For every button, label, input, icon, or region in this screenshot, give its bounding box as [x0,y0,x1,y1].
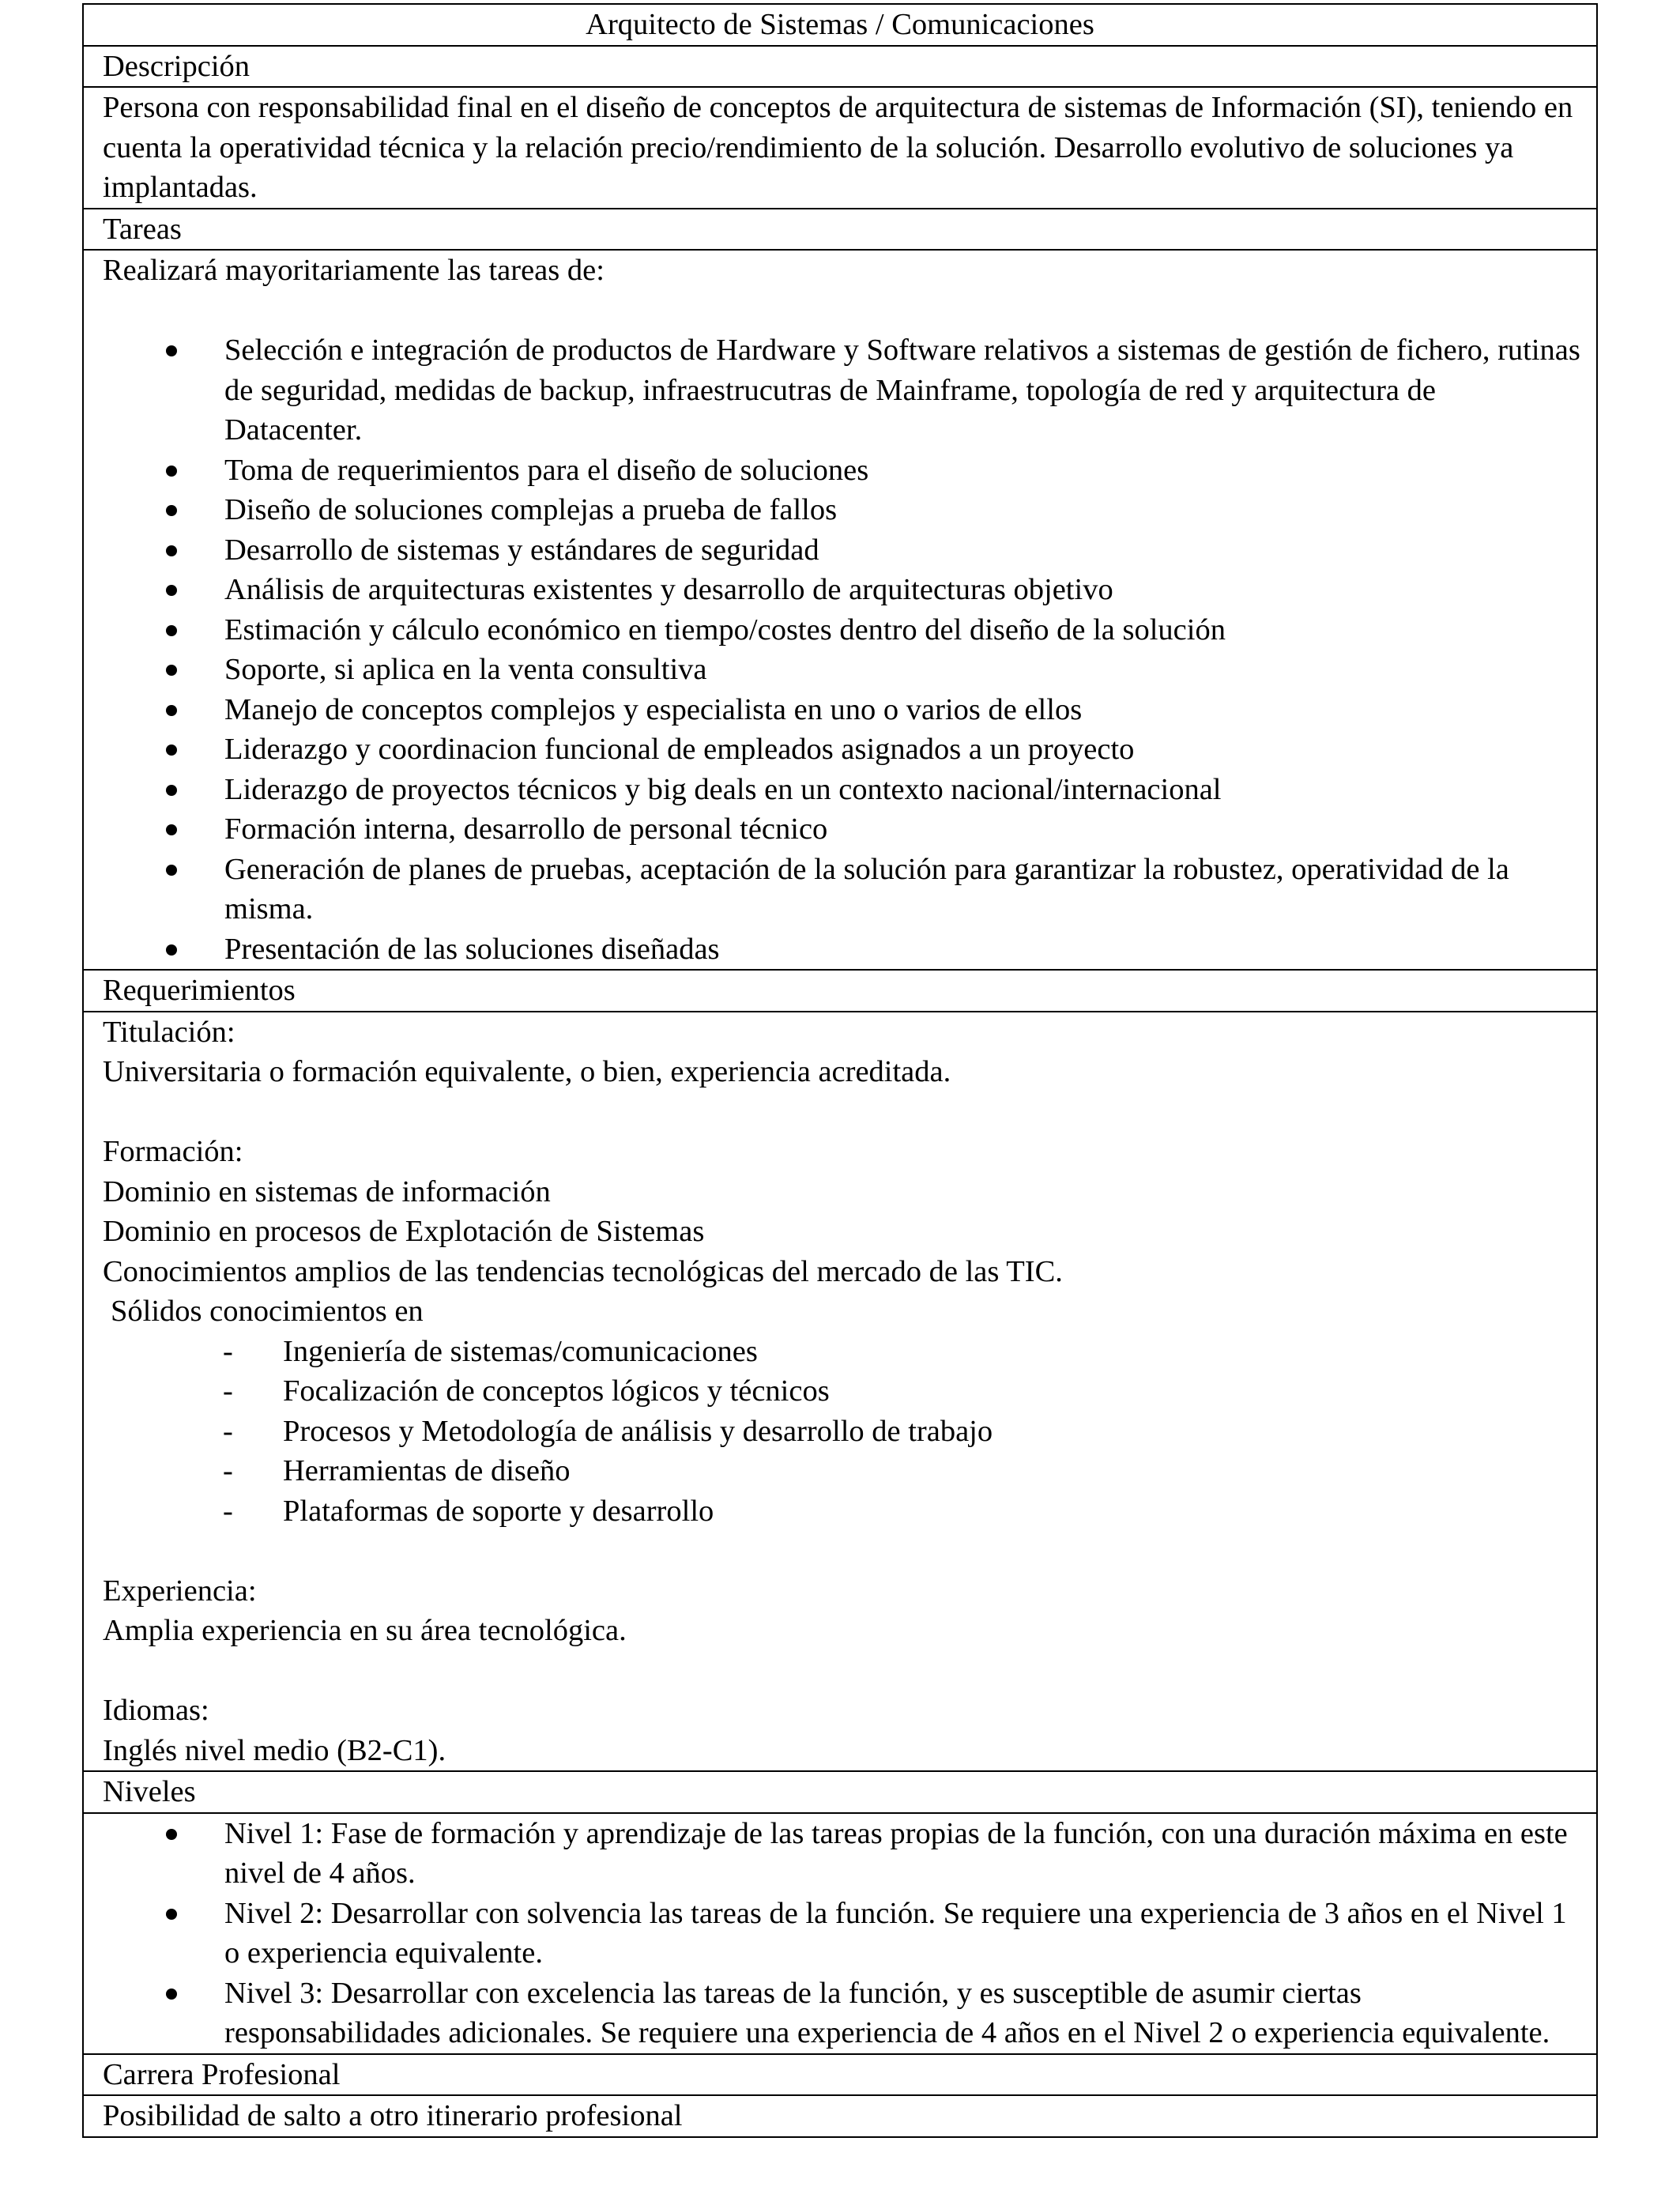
formacion-line: Conocimientos amplios de las tendencias tecnológicas del mercado de las TIC. [103,1254,1063,1288]
tareas-intro: Realizará mayoritariamente las tareas de: [103,254,605,287]
spacer [103,1531,1596,1571]
nivel-item: Nivel 1: Fase de formación y aprendizaje de las tareas propias de la función, con una duración máxima en este nivel de 4 años. [224,1814,1596,1894]
titulacion-label: Titulación: [103,1015,235,1049]
tarea-item: Liderazgo y coordinacion funcional de empleados asignados a un proyecto [224,729,1596,770]
requerimientos-body [84,1011,1596,1771]
tareas-header: Tareas [84,208,1596,250]
tarea-item: Soporte, si aplica en la venta consultiva [224,650,1596,690]
titulacion-text: Universitaria o formación equivalente, o bien, experiencia acreditada. [103,1055,951,1088]
solidos-label: Sólidos conocimientos en [111,1295,424,1328]
document-title: Arquitecto de Sistemas / Comunicaciones [586,8,1094,41]
niveles-list [103,1814,1596,2053]
solidos-item: - Ingeniería de sistemas/comunicaciones [283,1332,1596,1372]
tareas-list [103,330,1596,969]
niveles-body [84,1812,1596,2053]
experiencia-text: Amplia experiencia en su área tecnológica. [103,1614,627,1647]
solidos-item: - Herramientas de diseño [283,1451,1596,1491]
descripcion-body: Persona con responsabilidad final en el diseño de conceptos de arquitectura de sistemas de Información (SI), teniendo en cuenta la operatividad técnica y la relación precio/rendimiento de la solución. Desarrollo evolutivo de soluciones ya implantadas. [84,86,1596,208]
tarea-item: Manejo de conceptos complejos y especialista en uno o varios de ellos [224,690,1596,730]
spacer [103,1092,1596,1133]
job-profile-table [82,3,1598,2138]
tarea-item: Presentación de las soluciones diseñadas [224,929,1596,970]
spacer [103,1651,1596,1691]
spacer [103,291,1596,331]
descripcion-header: Descripción [84,45,1596,87]
carrera-text: Posibilidad de salto a otro itinerario profesional [84,2094,1596,2136]
solidos-item: - Plataformas de soporte y desarrollo [283,1491,1596,1532]
idiomas-label: Idiomas: [103,1694,209,1727]
requerimientos-header: Requerimientos [84,969,1596,1011]
nivel-item: Nivel 2: Desarrollar con solvencia las tareas de la función. Se requiere una experiencia de 3 años en el Nivel 1 o experiencia equivalente. [224,1894,1596,1973]
tarea-item: Estimación y cálculo económico en tiempo/costes dentro del diseño de la solución [224,610,1596,650]
solidos-list [103,1332,1596,1532]
tarea-item: Selección e integración de productos de Hardware y Software relativos a sistemas de gestión de fichero, rutinas de seguridad, medidas de backup, infraestrucutras de Mainframe, topología de red y arquitectura de Datacenter. [224,330,1596,450]
tarea-item: Análisis de arquitecturas existentes y desarrollo de arquitecturas objetivo [224,570,1596,610]
formacion-line: Dominio en sistemas de información [103,1174,551,1208]
tarea-item: Generación de planes de pruebas, aceptación de la solución para garantizar la robustez, operatividad de la misma. [224,850,1596,929]
tarea-item: Diseño de soluciones complejas a prueba de fallos [224,490,1596,530]
carrera-header: Carrera Profesional [84,2053,1596,2095]
tarea-item: Liderazgo de proyectos técnicos y big deals en un contexto nacional/internacional [224,770,1596,810]
niveles-header: Niveles [84,1770,1596,1812]
tareas-body [84,249,1596,969]
tarea-item: Formación interna, desarrollo de personal técnico [224,809,1596,850]
tarea-item: Toma de requerimientos para el diseño de soluciones [224,450,1596,491]
experiencia-label: Experiencia: [103,1574,257,1608]
idiomas-text: Inglés nivel medio (B2-C1). [103,1733,446,1767]
formacion-label: Formación: [103,1135,243,1168]
formacion-line: Dominio en procesos de Explotación de Sistemas [103,1215,705,1248]
nivel-item: Nivel 3: Desarrollar con excelencia las tareas de la función, y es susceptible de asumir ciertas responsabilidades adicionales. Se requiere una experiencia de 4 años en el Nivel 2 o experiencia equivalente. [224,1973,1596,2053]
solidos-item: - Procesos y Metodología de análisis y desarrollo de trabajo [283,1412,1596,1452]
tarea-item: Desarrollo de sistemas y estándares de seguridad [224,530,1596,571]
solidos-item: - Focalización de conceptos lógicos y técnicos [283,1371,1596,1412]
